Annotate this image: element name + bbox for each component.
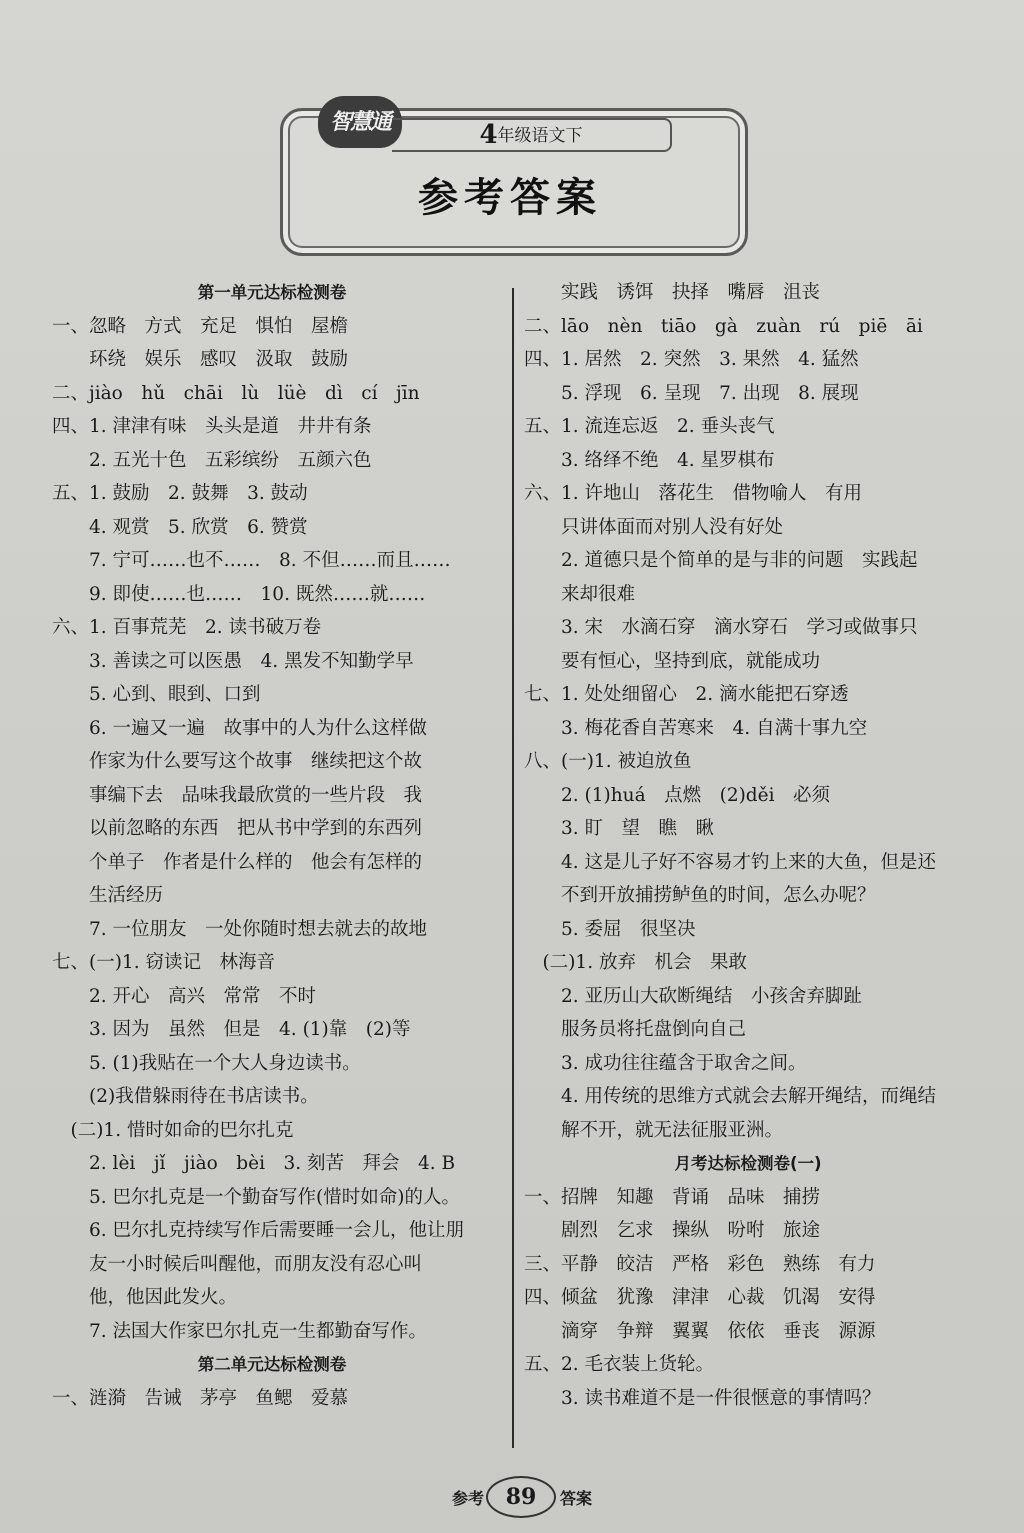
answer-line: 7. 一位朋友 一处你随时想去就去的故地 [52, 918, 428, 940]
answer-line: 6. 巴尔扎克持续写作后需要睡一会儿，他让朋 [52, 1220, 465, 1241]
answer-line: 一、涟漪 告诫 茅亭 鱼鳃 爱慕 [52, 1387, 349, 1409]
answer-line: 一、忽略 方式 充足 惧怕 屋檐 [52, 315, 349, 337]
answer-line: 实践 诱饵 抉择 嘴唇 沮丧 [524, 282, 821, 303]
answer-line: 6. 一遍又一遍 故事中的人为什么这样做 [52, 717, 428, 739]
left-column [52, 276, 492, 1415]
answer-line: 来却很难 [524, 583, 636, 605]
answer-line: 3. 读书难道不是一件很惬意的事情吗？ [524, 1387, 881, 1409]
answer-line: 7. 法国大作家巴尔扎克一生都勤奋写作。 [52, 1320, 428, 1342]
answer-line: 2. (1)huá 点燃 (2)děi 必须 [524, 784, 831, 806]
answer-line: 3. 络绎不绝 4. 星罗棋布 [524, 449, 775, 471]
answer-line: 2. lèi jǐ jiào bèi 3. 刻苦 拜会 4. B [52, 1153, 456, 1174]
answer-line: 二、jiào hǔ chāi lù lüè dì cí jīn [52, 382, 420, 404]
answer-line: 五、1. 流连忘返 2. 垂头丧气 [524, 416, 775, 437]
answer-line: 5. 浮现 6. 呈现 7. 出现 8. 展现 [524, 382, 859, 404]
answer-line: 3. 宋 水滴石穿 滴水穿石 学习或做事只 [524, 617, 918, 638]
answer-line: 5. 巴尔扎克是一个勤奋写作(惜时如命)的人。 [52, 1186, 460, 1208]
answer-line: 2. 道德只是个简单的是与非的问题 实践起 [524, 550, 918, 571]
answer-line: 环绕 娱乐 感叹 汲取 鼓励 [52, 349, 349, 370]
answer-line: 六、1. 许地山 落花生 借物喻人 有用 [524, 483, 863, 504]
answer-line: 他，他因此发火。 [52, 1287, 238, 1308]
answer-line: 七、1. 处处细留心 2. 滴水能把石穿透 [524, 684, 849, 705]
answer-line: 9. 即使……也…… 10. 既然……就…… [52, 583, 426, 605]
answer-line: (二)1. 放弃 机会 果敢 [524, 952, 747, 973]
answer-line: 解不开，就无法征服亚洲。 [524, 1119, 784, 1141]
brand-logo: 智慧通 [318, 96, 402, 148]
answer-line: 服务员将托盘倒向自己 [524, 1019, 747, 1040]
answer-line: 5. 心到、眼到、口到 [52, 684, 261, 705]
answer-line: 一、招牌 知趣 背诵 品味 捕捞 [524, 1186, 821, 1208]
section-heading: 月考达标检测卷(一) [674, 1154, 822, 1173]
grade-number: 4 [479, 120, 498, 150]
answer-line: 友一小时候后叫醒他，而朋友没有忍心叫 [52, 1253, 423, 1275]
answer-line: (2)我借躲雨待在书店读书。 [52, 1086, 319, 1107]
answer-line: 八、(一)1. 被迫放鱼 [524, 751, 692, 772]
answer-line: 七、(一)1. 窃读记 林海音 [52, 952, 275, 973]
answer-line: 4. 这是儿子好不容易才钓上来的大鱼，但是还 [524, 851, 937, 873]
answer-line: 3. 成功往往蕴含于取舍之间。 [524, 1052, 807, 1074]
answer-line: 4. 用传统的思维方式就会去解开绳结，而绳结 [524, 1086, 937, 1107]
answer-line: 5. (1)我贴在一个大人身边读书。 [52, 1052, 361, 1074]
answer-line: 2. 开心 高兴 常常 不时 [52, 985, 317, 1007]
answer-line: 2. 五光十色 五彩缤纷 五颜六色 [52, 449, 372, 471]
answer-line: 3. 盯 望 瞧 瞅 [524, 818, 715, 839]
answer-line: 5. 委屈 很坚决 [524, 918, 696, 940]
right-column [524, 276, 972, 1415]
answer-line: 3. 梅花香自苦寒来 4. 自满十事九空 [524, 717, 868, 739]
answer-line: 五、2. 毛衣装上货轮。 [524, 1354, 715, 1375]
footer-label-left: 参考 [452, 1489, 485, 1508]
answer-line: 五、1. 鼓励 2. 鼓舞 3. 鼓动 [52, 483, 308, 504]
page-footer [452, 1476, 612, 1516]
answer-line: 四、1. 津津有味 头头是道 井井有条 [52, 416, 372, 437]
footer-label-right: 答案 [560, 1489, 593, 1508]
grade-subtitle [392, 118, 672, 152]
answer-line: 不到开放捕捞鲈鱼的时间，怎么办呢？ [524, 885, 876, 906]
answer-line: 7. 宁可……也不…… 8. 不但……而且…… [52, 550, 451, 571]
answer-line: 三、平静 皎洁 严格 彩色 熟练 有力 [524, 1253, 876, 1275]
answer-line: 作家为什么要写这个故事 继续把这个故 [52, 751, 423, 772]
answer-line: 事编下去 品味我最欣赏的一些片段 我 [52, 784, 423, 806]
answer-line: 滴穿 争辩 翼翼 依依 垂丧 源源 [524, 1320, 876, 1342]
answer-line: 四、1. 居然 2. 突然 3. 果然 4. 猛然 [524, 349, 859, 370]
page-title: 参考答案 [418, 174, 602, 221]
grade-subtitle-text: 年级语文下 [497, 126, 583, 146]
answer-line: 生活经历 [52, 885, 164, 906]
section-heading: 第一单元达标检测卷 [197, 283, 347, 302]
answer-line: 二、lāo nèn tiāo gà zuàn rú piē āi [524, 315, 923, 337]
answer-line: 只讲体面而对别人没有好处 [524, 516, 784, 538]
answer-line: 2. 亚历山大砍断绳结 小孩舍弃脚趾 [524, 985, 863, 1007]
column-divider [512, 288, 514, 1448]
answer-line: 以前忽略的东西 把从书中学到的东西列 [52, 818, 423, 839]
answer-line: 四、倾盆 犹豫 津津 心裁 饥渴 安得 [524, 1287, 876, 1308]
answer-line: 3. 因为 虽然 但是 4. (1)靠 (2)等 [52, 1019, 411, 1040]
answer-line: 六、1. 百事荒芜 2. 读书破万卷 [52, 617, 322, 638]
answer-line: 要有恒心，坚持到底，就能成功 [524, 650, 821, 672]
answer-line: 3. 善读之可以医愚 4. 黑发不知勤学早 [52, 650, 414, 672]
section-heading: 第二单元达标检测卷 [197, 1355, 347, 1374]
answer-line: (二)1. 惜时如命的巴尔扎克 [52, 1119, 294, 1141]
answer-line: 个单子 作者是什么样的 他会有怎样的 [52, 851, 423, 873]
answer-line: 剧烈 乞求 操纵 吩咐 旅途 [524, 1220, 821, 1241]
answer-line: 4. 观赏 5. 欣赏 6. 赞赏 [52, 516, 308, 538]
page-number: 89 [486, 1476, 556, 1518]
